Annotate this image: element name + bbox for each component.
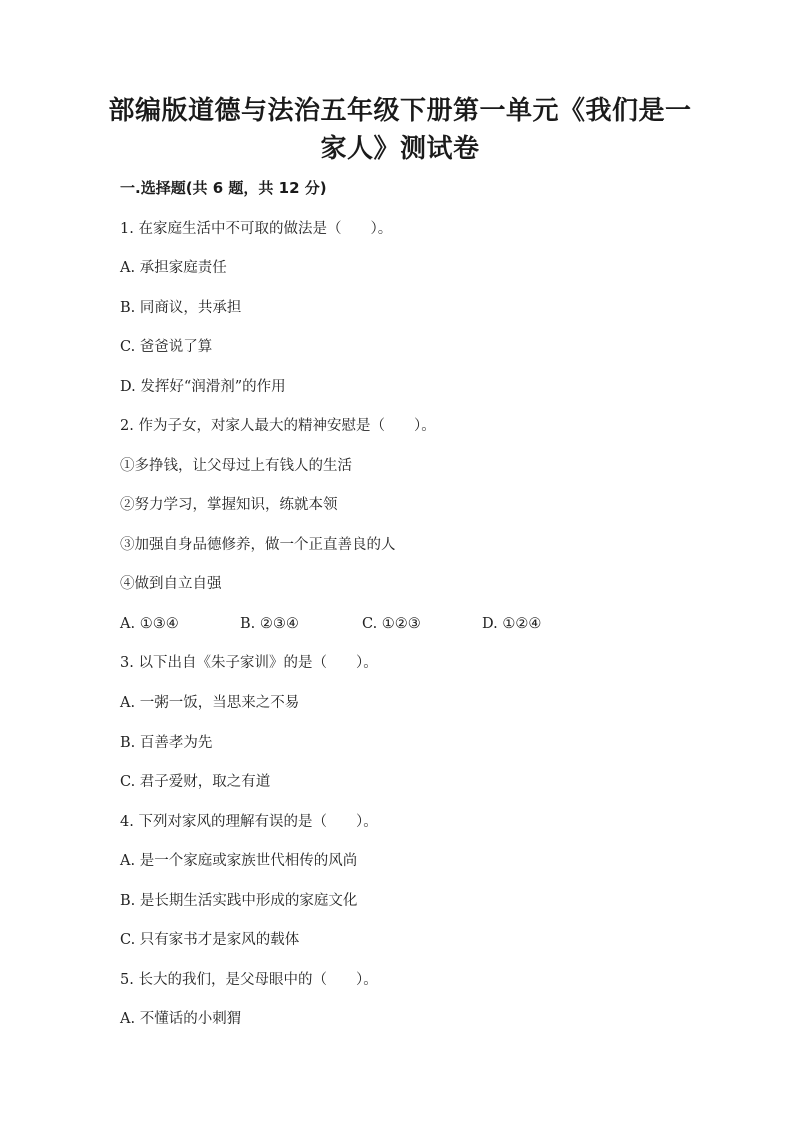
question-4-option-a: A. 是一个家庭或家族世代相传的风尚: [120, 853, 358, 869]
question-1-stem: 1. 在家庭生活中不可取的做法是（ ）。: [120, 221, 393, 237]
question-2-option-c: C. ①②③: [362, 616, 421, 632]
question-3-option-a: A. 一粥一饭，当思来之不易: [120, 695, 300, 711]
question-2-statement-3: ③加强自身品德修养，做一个正直善良的人: [120, 537, 396, 553]
question-1-option-b: B. 同商议，共承担: [120, 300, 242, 316]
question-2-option-d: D. ①②④: [482, 616, 542, 632]
question-2-options-row: [120, 614, 680, 634]
title-line-2: 家人》测试卷: [320, 134, 480, 164]
question-5-stem: 5. 长大的我们，是父母眼中的（ ）。: [120, 972, 378, 988]
question-3-option-b: B. 百善孝为先: [120, 735, 213, 751]
question-2-statement-1: ①多挣钱，让父母过上有钱人的生活: [120, 458, 352, 474]
question-2-stem: 2. 作为子女，对家人最大的精神安慰是（ ）。: [120, 418, 436, 434]
question-4-stem: 4. 下列对家风的理解有误的是（ ）。: [120, 814, 378, 830]
question-1-option-a: A. 承担家庭责任: [120, 260, 227, 276]
title-line-1: 部编版道德与法治五年级下册第一单元《我们是一: [108, 96, 692, 126]
question-4-option-c: C. 只有家书才是家风的载体: [120, 932, 300, 948]
question-3-stem: 3. 以下出自《朱子家训》的是（ ）。: [120, 655, 378, 671]
question-1-option-d: D. 发挥好“润滑剂”的作用: [120, 379, 286, 395]
question-2-statement-4: ④做到自立自强: [120, 576, 222, 592]
question-4-option-b: B. 是长期生活实践中形成的家庭文化: [120, 893, 358, 909]
section-heading: 一.选择题(共 6 题，共 12 分): [120, 179, 327, 197]
question-5-option-a: A. 不懂话的小刺猬: [120, 1011, 242, 1027]
page-title: [0, 92, 800, 168]
question-1-option-c: C. 爸爸说了算: [120, 339, 213, 355]
question-2-option-a: A. ①③④: [120, 616, 179, 632]
question-2-statement-2: ②努力学习，掌握知识，练就本领: [120, 497, 338, 513]
question-2-option-b: B. ②③④: [240, 616, 299, 632]
question-3-option-c: C. 君子爱财，取之有道: [120, 774, 271, 790]
